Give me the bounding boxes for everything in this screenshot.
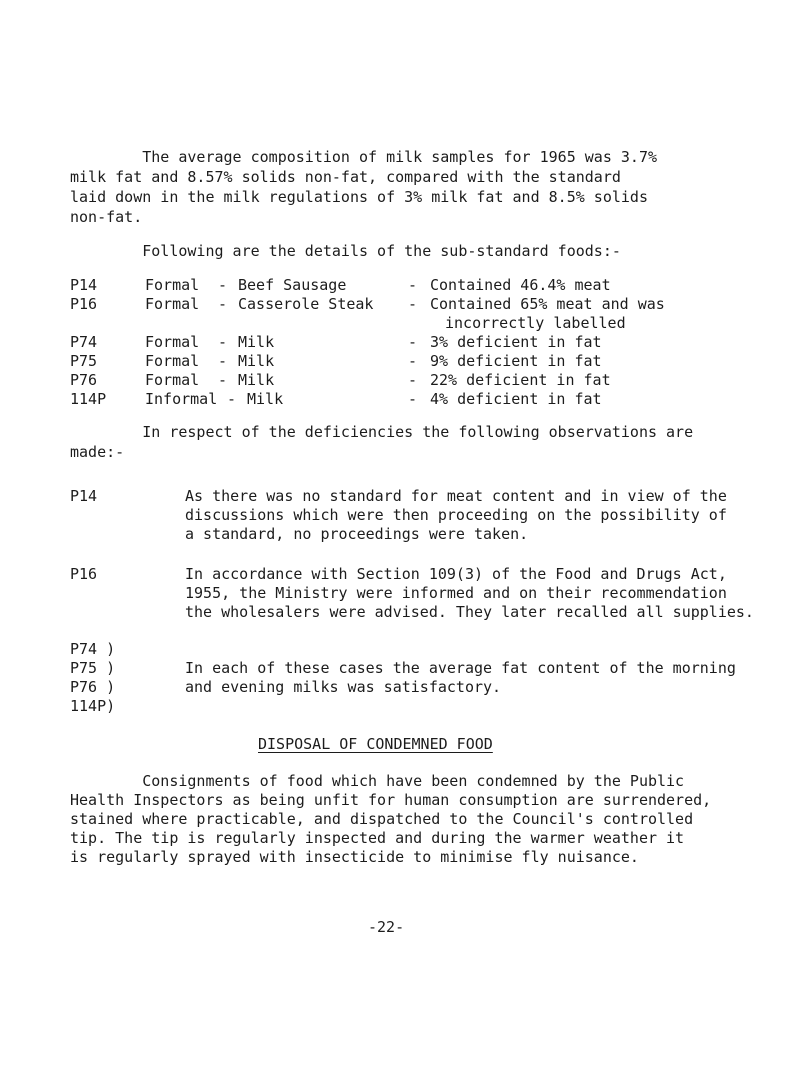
observation-line: and evening milks was satisfactory.	[185, 678, 502, 696]
food-category: Formal	[145, 295, 200, 313]
intro-line: milk fat and 8.57% solids non-fat, compared with the standard	[70, 168, 621, 186]
food-result: Contained 65% meat and was	[430, 295, 665, 313]
food-dash: -	[408, 390, 418, 408]
disposal-line: stained where practicable, and dispatched to the Council's controlled	[70, 810, 694, 828]
food-result: 4% deficient in fat	[430, 390, 602, 408]
observation-code: P75 )	[70, 659, 116, 677]
observation-line: a standard, no proceedings were taken.	[185, 525, 529, 543]
observations-intro-line: In respect of the deficiencies the following observations are	[70, 423, 694, 441]
disposal-line: tip. The tip is regularly inspected and during the warmer weather it	[70, 829, 685, 847]
food-item: Milk	[238, 352, 275, 370]
food-code: 114P	[70, 390, 107, 408]
observation-line: 1955, the Ministry were informed and on their recommendation	[185, 584, 727, 602]
intro-line: The average composition of milk samples for 1965 was 3.7%	[70, 148, 657, 166]
disposal-line: is regularly sprayed with insecticide to minimise fly nuisance.	[70, 848, 639, 866]
food-category: Informal	[145, 390, 218, 408]
food-item: Milk	[238, 333, 275, 351]
food-code: P74	[70, 333, 98, 351]
observation-code: P76 )	[70, 678, 116, 696]
food-result: 3% deficient in fat	[430, 333, 602, 351]
food-code: P14	[70, 276, 98, 294]
food-dash: -	[408, 295, 418, 313]
food-result-continued: incorrectly labelled	[445, 314, 626, 332]
observation-line: In each of these cases the average fat content of the morning	[185, 659, 736, 677]
observation-code: P74 )	[70, 640, 116, 658]
food-category: Formal	[145, 333, 200, 351]
food-dash: -	[218, 352, 228, 370]
food-category: Formal	[145, 371, 200, 389]
food-dash: -	[218, 295, 228, 313]
food-dash: -	[408, 371, 418, 389]
food-category: Formal	[145, 352, 200, 370]
observation-code: P16	[70, 565, 98, 583]
food-item: Milk	[247, 390, 284, 408]
intro-line: non-fat.	[70, 208, 143, 226]
disposal-line: Consignments of food which have been condemned by the Public	[70, 772, 685, 790]
observations-intro-line: made:-	[70, 443, 125, 461]
food-dash: -	[408, 352, 418, 370]
intro-line: laid down in the milk regulations of 3% milk fat and 8.5% solids	[70, 188, 648, 206]
food-dash: -	[218, 276, 228, 294]
section-heading: DISPOSAL OF CONDEMNED FOOD	[258, 735, 493, 753]
food-item: Casserole Steak	[238, 295, 374, 313]
observation-line: the wholesalers were advised. They later recalled all supplies.	[185, 603, 754, 621]
food-code: P76	[70, 371, 98, 389]
food-dash: -	[218, 333, 228, 351]
food-result: 9% deficient in fat	[430, 352, 602, 370]
food-dash: -	[408, 276, 418, 294]
food-code: P16	[70, 295, 98, 313]
observation-code: 114P)	[70, 697, 116, 715]
observation-line: As there was no standard for meat content and in view of the	[185, 487, 727, 505]
disposal-line: Health Inspectors as being unfit for human consumption are surrendered,	[70, 791, 712, 809]
food-code: P75	[70, 352, 98, 370]
food-dash: -	[408, 333, 418, 351]
following-line: Following are the details of the sub-standard foods:-	[70, 242, 621, 260]
food-result: 22% deficient in fat	[430, 371, 611, 389]
food-item: Beef Sausage	[238, 276, 347, 294]
observation-code: P14	[70, 487, 98, 505]
food-dash: -	[218, 371, 228, 389]
observation-line: In accordance with Section 109(3) of the Food and Drugs Act,	[185, 565, 727, 583]
food-category: Formal	[145, 276, 200, 294]
food-item: Milk	[238, 371, 275, 389]
food-result: Contained 46.4% meat	[430, 276, 611, 294]
food-dash: -	[227, 390, 237, 408]
page-number: -22-	[368, 918, 405, 936]
observation-line: discussions which were then proceeding on the possibility of	[185, 506, 727, 524]
